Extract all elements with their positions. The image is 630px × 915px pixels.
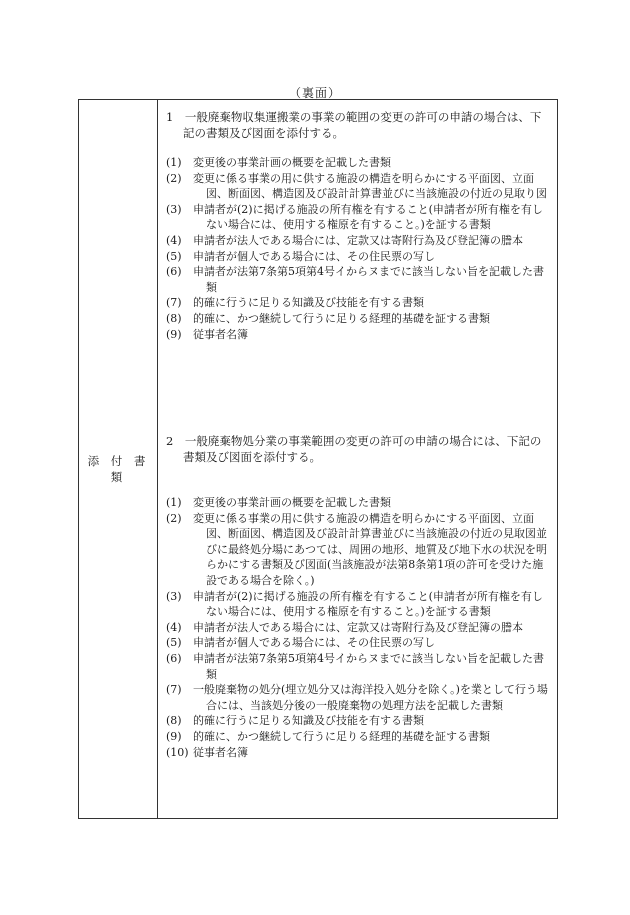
item-number: (10) — [166, 745, 189, 759]
list-item — [166, 651, 549, 682]
list-item — [166, 635, 549, 651]
item-number: (7) — [166, 296, 182, 310]
list-item — [166, 729, 549, 745]
item-list — [166, 495, 549, 760]
item-number: (2) — [166, 171, 182, 185]
list-item — [166, 249, 549, 265]
item-text: 変更に係る事業の用に供する施設の構造を明らかにする平面図、立面図、断面図、構造図及び設計計算書並びに当該施設の付近の見取り図 — [193, 171, 547, 201]
list-item — [166, 327, 549, 343]
item-text: 申請者が法第7条第5項第4号イからヌまでに該当しない旨を記載した書類 — [193, 651, 544, 681]
item-text: 的確に、かつ継続して行うに足りる経理的基礎を証する書類 — [193, 311, 490, 325]
list-item — [166, 264, 549, 295]
item-text: 従事者名簿 — [193, 327, 248, 341]
label-column — [79, 100, 158, 818]
item-text: 申請者が(2)に掲げる施設の所有権を有すること(申請者が所有権を有しない場合には、使用する権原を有すること。)を証する書類 — [193, 589, 543, 619]
list-item — [166, 155, 549, 171]
item-number: (7) — [166, 683, 182, 697]
item-number: (3) — [166, 202, 182, 216]
attachment-table — [78, 99, 558, 819]
item-number: (1) — [166, 156, 182, 169]
list-item — [166, 171, 549, 202]
item-text: 変更後の事業計画の概要を記載した書類 — [193, 156, 391, 169]
item-number: (9) — [166, 729, 182, 743]
item-text: 申請者が(2)に掲げる施設の所有権を有すること(申請者が所有権を有しない場合には、使用する権原を有すること。)を証する書類 — [193, 202, 543, 232]
section-disposal — [166, 433, 549, 760]
item-text: 従事者名簿 — [193, 745, 248, 759]
item-number: (4) — [166, 620, 182, 634]
item-number: (5) — [166, 249, 182, 263]
page-heading: （裏面） — [288, 86, 341, 100]
list-item — [166, 713, 549, 729]
attachment-label: 添 付 書 類 — [87, 454, 150, 484]
list-item — [166, 495, 549, 511]
list-item — [166, 511, 549, 589]
item-text: 申請者が個人である場合には、その住民票の写し — [193, 249, 435, 263]
list-item — [166, 233, 549, 249]
item-text: 変更に係る事業の用に供する施設の構造を明らかにする平面図、立面図、断面図、構造図及び設計計算書並びに当該施設の付近の見取図並びに最終処分場にあつては、周囲の地形、地質及び地下水の状況を明らかにする書類及び図面(当該施設が法第8条第1項の許可を受けた施設である場合を除く。) — [193, 511, 547, 587]
list-item — [166, 295, 549, 311]
item-text: 的確に行うに足りる知識及び技能を有する書類 — [193, 296, 424, 310]
content-column — [158, 100, 557, 818]
item-number: (2) — [166, 511, 182, 525]
list-item — [166, 202, 549, 233]
item-text: 申請者が個人である場合には、その住民票の写し — [193, 636, 435, 650]
item-number: (3) — [166, 589, 182, 603]
list-item — [166, 589, 549, 620]
item-text: 的確に、かつ継続して行うに足りる経理的基礎を証する書類 — [193, 729, 490, 743]
item-number: (1) — [166, 496, 182, 509]
item-number: (6) — [166, 651, 182, 665]
list-item — [166, 620, 549, 636]
item-text: 申請者が法人である場合には、定款又は寄附行為及び登記簿の謄本 — [193, 233, 523, 247]
item-number: (8) — [166, 311, 182, 325]
list-item — [166, 745, 549, 761]
item-list — [166, 155, 549, 342]
section-title: 2 一般廃棄物処分業の事業範囲の変更の許可の申請の場合には、下記の書類及び図面を添付する。 — [166, 434, 542, 464]
item-text: 変更後の事業計画の概要を記載した書類 — [193, 496, 391, 509]
item-number: (6) — [166, 265, 182, 279]
list-item — [166, 682, 549, 713]
item-text: 的確に行うに足りる知識及び技能を有する書類 — [193, 714, 424, 728]
item-number: (9) — [166, 327, 182, 341]
item-number: (8) — [166, 714, 182, 728]
item-text: 一般廃棄物の処分(埋立処分又は海洋投入処分を除く。)を業として行う場合には、当該処分後の一般廃棄物の処理方法を記載した書類 — [193, 683, 548, 712]
list-item — [166, 311, 549, 327]
section-title: 1 一般廃棄物収集運搬業の事業の範囲の変更の許可の申請の場合は、下記の書類及び図面を添付する。 — [166, 110, 542, 140]
section-collection-transport — [166, 109, 549, 342]
item-number: (5) — [166, 636, 182, 650]
item-text: 申請者が法人である場合には、定款又は寄附行為及び登記簿の謄本 — [193, 620, 523, 634]
item-number: (4) — [166, 233, 182, 247]
item-text: 申請者が法第7条第5項第4号イからヌまでに該当しない旨を記載した書類 — [193, 265, 544, 294]
